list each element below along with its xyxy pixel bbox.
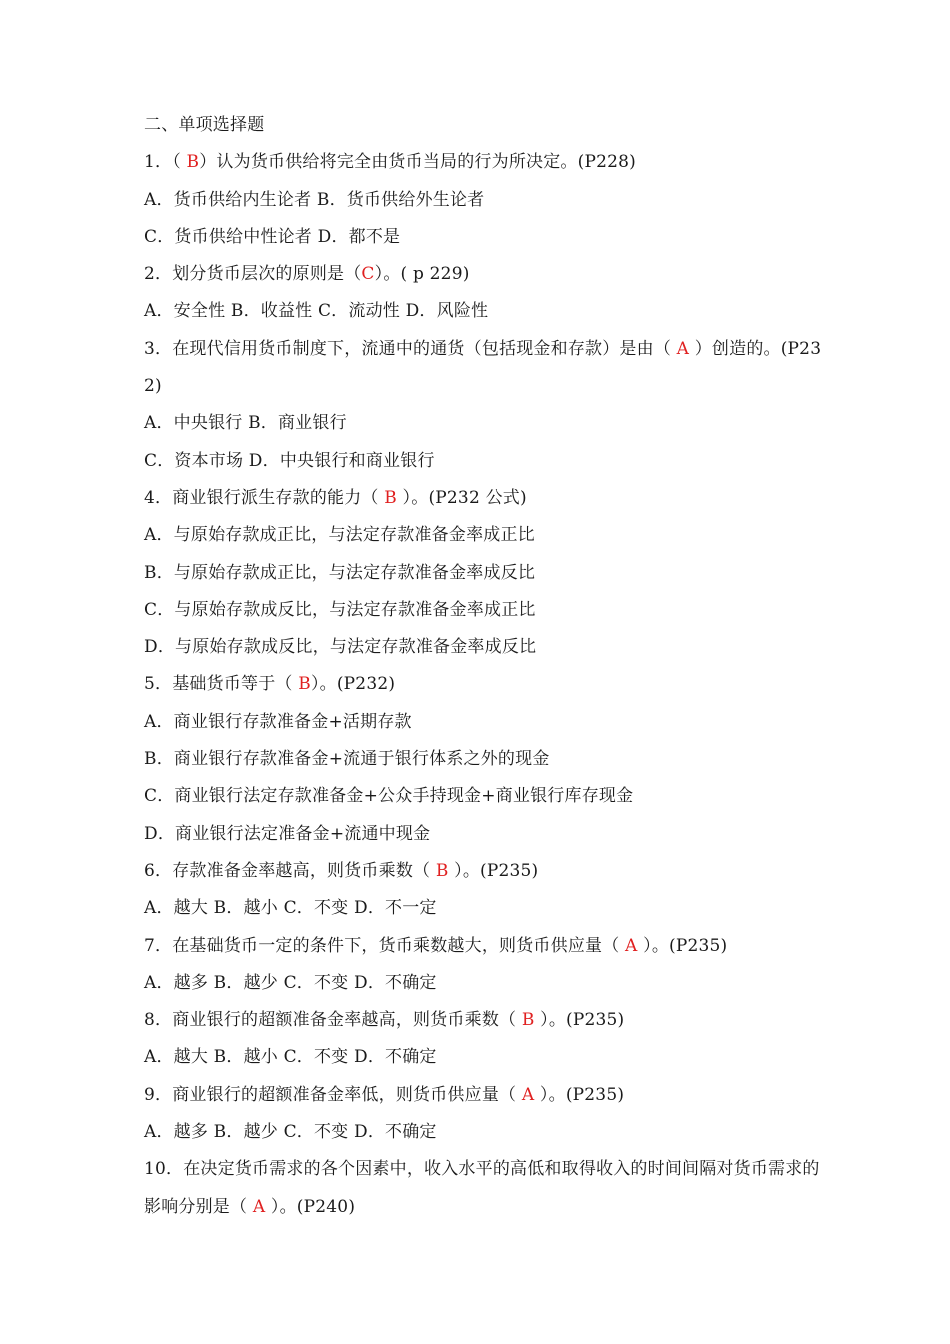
- answer-options: A．安全性 B．收益性 C．流动性 D．风险性: [144, 301, 489, 322]
- answer-options: A．中央银行 B．商业银行: [144, 413, 347, 434]
- answer-mark: B: [435, 860, 449, 881]
- question-reference: ）。(P232 公式): [396, 487, 527, 508]
- question-stem: [144, 256, 824, 293]
- answer-mark: B: [521, 1010, 535, 1031]
- question-text: 9．商业银行的超额准备金率低，则货币供应量（: [144, 1084, 522, 1105]
- answer-options: C．资本市场 D．中央银行和商业银行: [144, 450, 435, 471]
- question-reference: ）创造的。(P232): [144, 338, 822, 397]
- answer-options: A．越多 B．越少 C．不变 D．不确定: [144, 972, 437, 993]
- answer-mark: B: [384, 487, 397, 508]
- answer-options: D．商业银行法定准备金+流通中现金: [144, 823, 431, 844]
- question-text: 6．存款准备金率越高，则货币乘数（: [144, 860, 436, 881]
- question-list: [144, 144, 824, 1226]
- question-reference: ）。(P235): [534, 1010, 625, 1031]
- answer-options: C．货币供给中性论者 D．都不是: [144, 226, 401, 247]
- question-reference: ）认为货币供给将完全由货币当局的行为所决定。(P228): [199, 152, 636, 173]
- answer-options: A．越大 B．越小 C．不变 D．不确定: [144, 1047, 437, 1068]
- answer-options: C．与原始存款成反比，与法定存款准备金率成正比: [144, 599, 536, 620]
- question-reference: ）。(P235): [534, 1084, 625, 1105]
- answer-options: A．越多 B．越少 C．不变 D．不确定: [144, 1122, 437, 1143]
- question-text: 4．商业银行派生存款的能力（: [144, 487, 385, 508]
- question-text: 5．基础货币等于（: [144, 674, 299, 695]
- question-text: 1．（: [144, 152, 187, 173]
- answer-mark: A: [521, 1084, 535, 1105]
- answer-options: B．商业银行存款准备金+流通于银行体系之外的现金: [144, 749, 550, 770]
- answer-options: A．与原始存款成正比，与法定存款准备金率成正比: [144, 525, 535, 546]
- answer-options: A．越大 B．越小 C．不变 D．不一定: [144, 898, 437, 919]
- question-stem: [144, 331, 824, 406]
- question-stem: [144, 144, 824, 181]
- answer-mark: A: [676, 338, 690, 359]
- document-page: [144, 107, 824, 1226]
- question-reference: ）。(P232): [310, 674, 396, 695]
- answer-options: C．商业银行法定存款准备金+公众手持现金+商业银行库存现金: [144, 786, 634, 807]
- answer-options: B．与原始存款成正比，与法定存款准备金率成反比: [144, 562, 536, 583]
- question-reference: ）。(P240): [265, 1196, 356, 1217]
- question-text: 10．在决定货币需求的各个因素中，收入水平的高低和取得收入的时间间隔对货币需求的影响分别是（: [144, 1159, 820, 1217]
- answer-mark: B: [186, 152, 200, 173]
- question-stem: [144, 853, 824, 890]
- question-text: 3．在现代信用货币制度下，流通中的通货（包括现金和存款）是由（: [144, 338, 677, 359]
- question-text: 8．商业银行的超额准备金率越高，则货币乘数（: [144, 1010, 522, 1031]
- question-stem: [144, 1002, 824, 1039]
- question-stem: [144, 1151, 824, 1226]
- answer-options: D．与原始存款成反比，与法定存款准备金率成反比: [144, 637, 537, 658]
- question-text: 2．划分货币层次的原则是（: [144, 264, 362, 285]
- answer-mark: C: [361, 264, 375, 285]
- question-stem: [144, 1077, 824, 1114]
- answer-mark: A: [625, 935, 638, 956]
- section-title: 二、单项选择题: [144, 115, 265, 135]
- question-reference: ）。(P235): [448, 860, 539, 881]
- question-stem: [144, 928, 824, 965]
- question-stem: [144, 666, 824, 703]
- question-reference: ）。(P235): [637, 935, 728, 956]
- question-stem: [144, 480, 824, 517]
- answer-options: A．商业银行存款准备金+活期存款: [144, 711, 412, 732]
- question-reference: ）。( p 229): [374, 264, 470, 285]
- answer-options: A．货币供给内生论者 B．货币供给外生论者: [144, 189, 485, 210]
- question-text: 7．在基础货币一定的条件下，货币乘数越大，则货币供应量（: [144, 935, 626, 956]
- answer-mark: B: [298, 674, 311, 695]
- answer-mark: A: [252, 1196, 266, 1217]
